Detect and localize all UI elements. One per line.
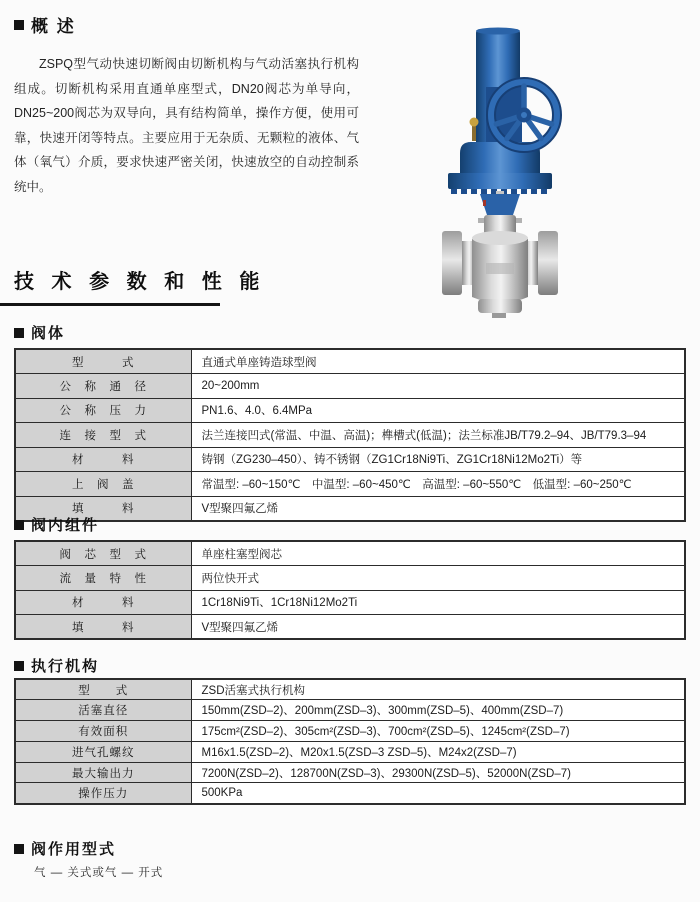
spec-label: 填 料 bbox=[15, 496, 191, 521]
spec-value: 法兰连接凹式(常温、中温、高温)；榫槽式(低温)；法兰标准JB/T79.2–94、JB/T79.3–94 bbox=[191, 423, 685, 448]
body-marking bbox=[486, 263, 514, 274]
valve-body-heading bbox=[14, 322, 65, 343]
table-row bbox=[15, 762, 685, 783]
spec-value: 直通式单座铸造球型阀 bbox=[191, 349, 685, 374]
actuator-table bbox=[14, 678, 686, 805]
trim-heading bbox=[14, 514, 99, 535]
brass-fitting bbox=[470, 118, 479, 127]
spec-value: V型聚四氟乙烯 bbox=[191, 615, 685, 640]
spec-value: 500KPa bbox=[191, 783, 685, 804]
table-row bbox=[15, 721, 685, 742]
table-row bbox=[15, 615, 685, 640]
valve-product-photo bbox=[428, 25, 643, 320]
spec-label: 流 量 特 性 bbox=[15, 566, 191, 591]
valve-body-top bbox=[472, 231, 528, 245]
spec-label: 填 料 bbox=[15, 615, 191, 640]
table-row bbox=[15, 423, 685, 448]
housing-flange bbox=[448, 173, 552, 189]
spec-value: 1Cr18Ni9Ti、1Cr18Ni12Mo2Ti bbox=[191, 590, 685, 615]
spec-label: 最大输出力 bbox=[15, 762, 191, 783]
actuator-heading bbox=[14, 655, 99, 676]
brass-fitting-stem bbox=[472, 125, 476, 141]
red-marker bbox=[483, 200, 486, 206]
table-row bbox=[15, 349, 685, 374]
spec-value: 175cm²(ZSD–2)、305cm²(ZSD–3)、700cm²(ZSD–5)、1245cm²(ZSD–7) bbox=[191, 721, 685, 742]
spec-label: 材 料 bbox=[15, 447, 191, 472]
spec-label: 材 料 bbox=[15, 590, 191, 615]
table-row bbox=[15, 447, 685, 472]
table-row bbox=[15, 679, 685, 700]
left-flange bbox=[442, 231, 462, 295]
trim-table bbox=[14, 540, 686, 640]
actuator-heading-label: 执行机构 bbox=[31, 658, 100, 675]
bonnet-bolt-left bbox=[478, 218, 484, 223]
table-row bbox=[15, 496, 685, 521]
table-row bbox=[15, 541, 685, 566]
actuator-cylinder-top bbox=[476, 28, 520, 35]
valve-illustration bbox=[428, 25, 643, 320]
spec-label: 公 称 通 径 bbox=[15, 374, 191, 399]
right-flange bbox=[538, 231, 558, 295]
overview-paragraph: ZSPQ型气动快速切断阀由切断机构与气动活塞执行机构组成。切断机构采用直通单座型式，DN20阀芯为单导向，DN25~200阀芯为双导向，具有结构简单，操作方便，使用可靠，快速开闭等特点。主要应用于无杂质、无颗粒的液体、气体（氧气）介质，要求快速严密关闭，快速放空的自动控制系统中。 bbox=[14, 57, 359, 194]
spec-label: 型 式 bbox=[15, 349, 191, 374]
action-type-heading bbox=[14, 838, 116, 859]
spec-label: 上 阀 盖 bbox=[15, 472, 191, 497]
section-bullet-icon bbox=[14, 328, 24, 338]
section-bullet-icon bbox=[14, 661, 24, 671]
overview-heading bbox=[14, 12, 76, 37]
action-type-text: 气 — 关式或气 — 开式 bbox=[34, 867, 164, 879]
bonnet-bolt-right bbox=[516, 218, 522, 223]
table-row bbox=[15, 566, 685, 591]
bottom-cap bbox=[478, 299, 522, 313]
spec-value: 单座柱塞型阀芯 bbox=[191, 541, 685, 566]
spec-label: 阀 芯 型 式 bbox=[15, 541, 191, 566]
section-bullet-icon bbox=[14, 20, 24, 30]
spec-label: 有效面积 bbox=[15, 721, 191, 742]
trim-heading-label: 阀内组件 bbox=[31, 517, 100, 534]
table-row bbox=[15, 590, 685, 615]
spec-value: ZSD活塞式执行机构 bbox=[191, 679, 685, 700]
spec-label: 型 式 bbox=[15, 679, 191, 700]
spec-value: 150mm(ZSD–2)、200mm(ZSD–3)、300mm(ZSD–5)、400mm(ZSD–7) bbox=[191, 700, 685, 721]
spec-label: 操作压力 bbox=[15, 783, 191, 804]
spec-value: 7200N(ZSD–2)、128700N(ZSD–3)、29300N(ZSD–5)、52000N(ZSD–7) bbox=[191, 762, 685, 783]
spec-value: PN1.6、4.0、6.4MPa bbox=[191, 398, 685, 423]
table-row bbox=[15, 374, 685, 399]
title-underline bbox=[0, 303, 220, 306]
page-title: 技 术 参 数 和 性 能 bbox=[14, 271, 266, 293]
table-row bbox=[15, 783, 685, 804]
table-row bbox=[15, 741, 685, 762]
spec-value: 常温型: –60~150℃ 中温型: –60~450℃ 高温型: –60~550℃ 低温型: –60~250℃ bbox=[191, 472, 685, 497]
spec-value: V型聚四氟乙烯 bbox=[191, 496, 685, 521]
spec-value: M16x1.5(ZSD–2)、M20x1.5(ZSD–3 ZSD–5)、M24x2(ZSD–7) bbox=[191, 741, 685, 762]
valve-body-table bbox=[14, 348, 686, 522]
table-row bbox=[15, 700, 685, 721]
valve-body-heading-label: 阀体 bbox=[31, 325, 66, 342]
spec-label: 公 称 压 力 bbox=[15, 398, 191, 423]
spec-label: 连 接 型 式 bbox=[15, 423, 191, 448]
table-row bbox=[15, 472, 685, 497]
section-bullet-icon bbox=[14, 520, 24, 530]
spec-label: 活塞直径 bbox=[15, 700, 191, 721]
action-type-heading-label: 阀作用型式 bbox=[31, 841, 117, 858]
section-bullet-icon bbox=[14, 844, 24, 854]
table-row bbox=[15, 398, 685, 423]
bottom-nub bbox=[492, 313, 506, 318]
spec-label: 进气孔螺纹 bbox=[15, 741, 191, 762]
spec-value: 两位快开式 bbox=[191, 566, 685, 591]
spec-value: 20~200mm bbox=[191, 374, 685, 399]
overview-heading-label: 概 述 bbox=[31, 17, 76, 36]
spec-value: 铸钢（ZG230–450）、铸不锈钢（ZG1Cr18Ni9Ti、ZG1Cr18Ni12Mo2Ti）等 bbox=[191, 447, 685, 472]
